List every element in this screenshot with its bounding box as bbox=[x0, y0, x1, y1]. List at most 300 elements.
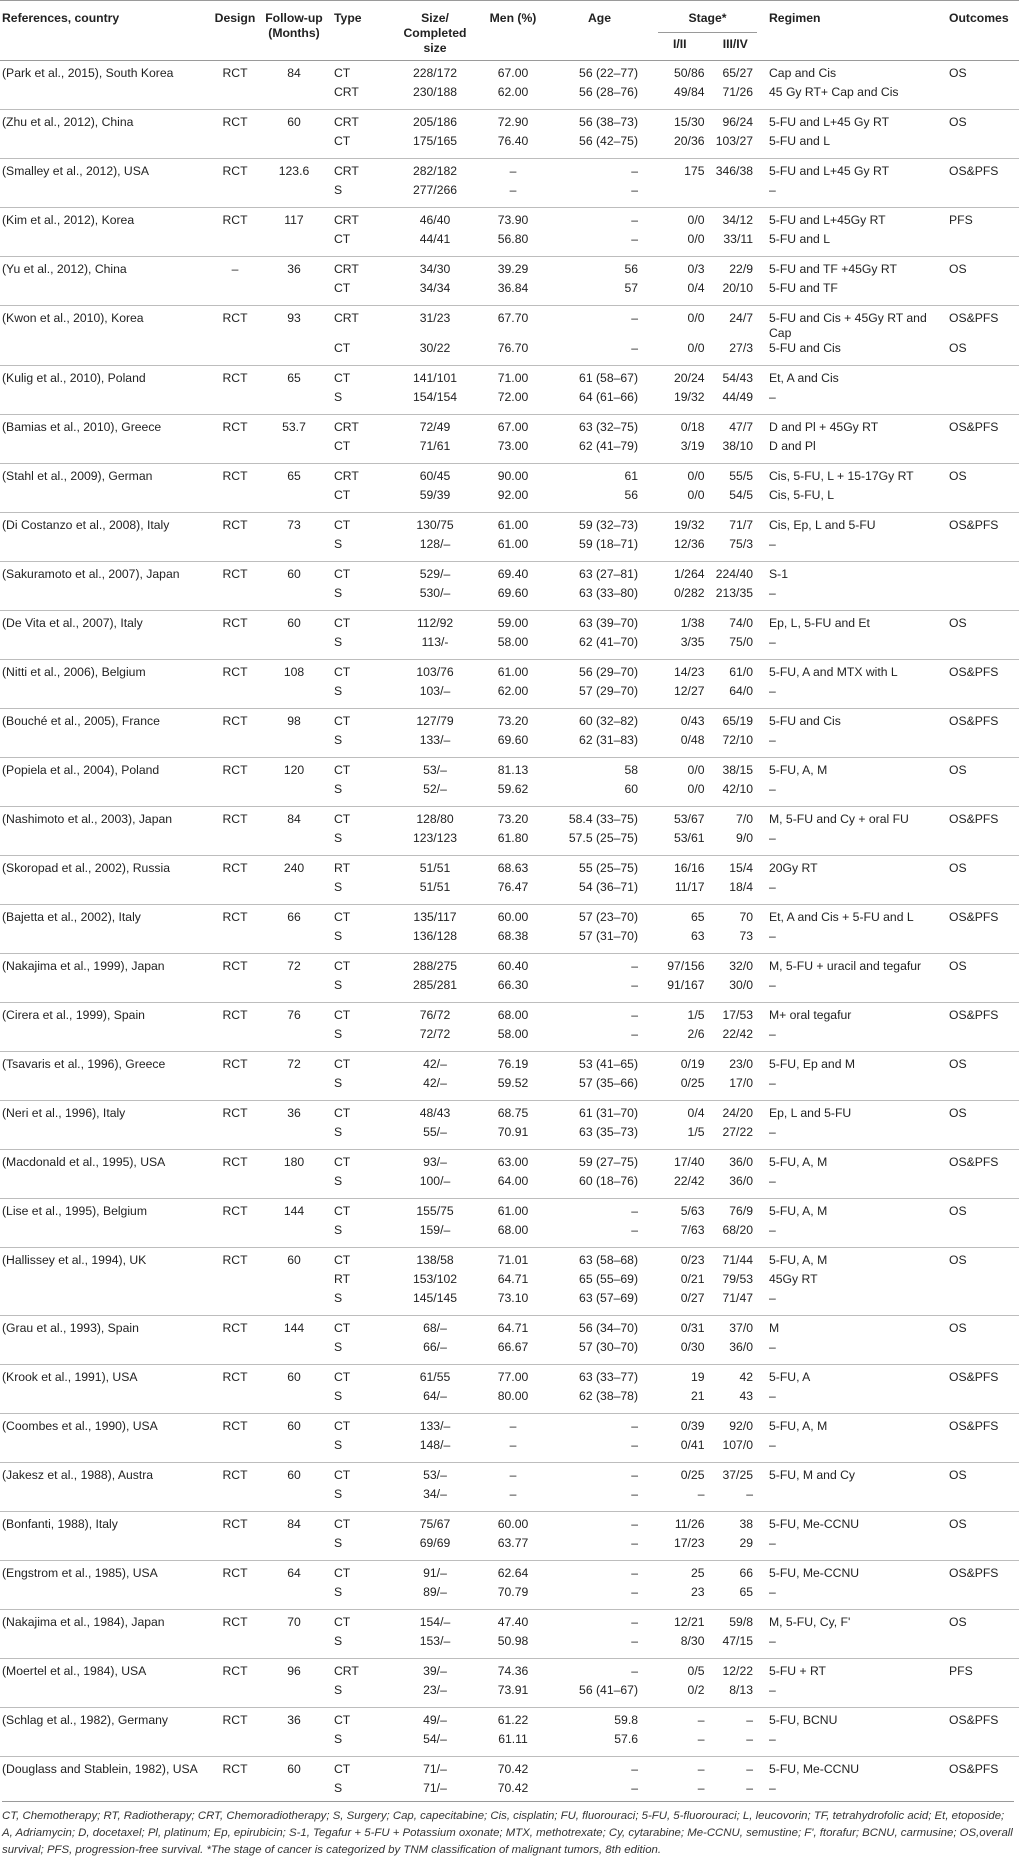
cell-out: OS bbox=[949, 262, 967, 276]
cell-reg: – bbox=[769, 1340, 776, 1354]
cell-age: – bbox=[631, 1762, 638, 1776]
cell-reg: – bbox=[769, 1076, 776, 1090]
cell-followup: 84 bbox=[287, 812, 301, 826]
cell-empty bbox=[210, 1634, 260, 1659]
cell-followup: 93 bbox=[287, 311, 301, 325]
study-group bbox=[0, 660, 1019, 709]
cell-out: OS&PFS bbox=[949, 311, 999, 325]
cell-out bbox=[949, 488, 1019, 513]
cell-type: CT bbox=[334, 134, 351, 148]
header-stage-i-ii: I/II bbox=[672, 37, 687, 51]
cell-type: CT bbox=[334, 1155, 351, 1169]
cell-s1: 2/6 bbox=[687, 1027, 705, 1041]
cell-design: RCT bbox=[222, 567, 248, 581]
table-row bbox=[0, 1561, 1019, 1586]
study-group bbox=[0, 1708, 1019, 1757]
cell-s1: 1/5 bbox=[687, 1125, 705, 1139]
cell-s2: 73 bbox=[739, 929, 753, 943]
cell-empty bbox=[260, 733, 328, 758]
table-row bbox=[0, 929, 1019, 954]
cell-s2: 24/7 bbox=[729, 311, 753, 325]
cell-age: – bbox=[631, 1223, 638, 1237]
table-row bbox=[0, 1757, 1019, 1782]
cell-size: 154/– bbox=[419, 1615, 451, 1629]
cell-type: CT bbox=[334, 1253, 351, 1267]
cell-out bbox=[949, 586, 1019, 611]
cell-reg: Et, A and Cis + 5-FU and L bbox=[769, 910, 914, 924]
cell-s2 bbox=[708, 183, 764, 208]
cell-age: – bbox=[631, 1517, 638, 1531]
cell-s1: 0/4 bbox=[687, 1106, 705, 1120]
cell-design: RCT bbox=[222, 763, 248, 777]
cell-out bbox=[949, 1487, 1019, 1512]
cell-size: 282/182 bbox=[412, 164, 458, 178]
study-group bbox=[0, 954, 1019, 1003]
cell-reg: 5-FU, A, M bbox=[769, 1155, 828, 1169]
cell-s1: 14/23 bbox=[674, 665, 705, 679]
cell-age: – bbox=[631, 164, 638, 178]
cell-age: 57 (35–66) bbox=[579, 1076, 638, 1090]
cell-s2: 9/0 bbox=[736, 831, 753, 845]
cell-size: 154/154 bbox=[412, 390, 458, 404]
table-row bbox=[0, 782, 1019, 807]
cell-type: CT bbox=[334, 1057, 351, 1071]
cell-size: 69/69 bbox=[419, 1536, 451, 1550]
header-reference: References, country bbox=[2, 11, 120, 25]
cell-ref: (Grau et al., 1993), Spain bbox=[2, 1321, 139, 1335]
cell-size: 49/– bbox=[423, 1713, 447, 1727]
cell-age: 56 bbox=[624, 488, 638, 502]
cell-out: OS bbox=[949, 1253, 967, 1267]
cell-men: 76.40 bbox=[497, 134, 529, 148]
table-row bbox=[0, 978, 1019, 1003]
cell-age: 60 (18–76) bbox=[579, 1174, 638, 1188]
table-row bbox=[0, 1340, 1019, 1365]
cell-men: 60.00 bbox=[497, 910, 529, 924]
cell-men: – bbox=[509, 1487, 517, 1501]
cell-size: 128/80 bbox=[416, 812, 454, 826]
table-row bbox=[0, 1585, 1019, 1610]
cell-s1: 63 bbox=[690, 929, 705, 943]
cell-s2: 23/0 bbox=[729, 1057, 753, 1071]
cell-out: OS&PFS bbox=[949, 164, 999, 178]
cell-empty bbox=[0, 1027, 210, 1052]
cell-s2: 68/20 bbox=[722, 1223, 753, 1237]
cell-men: 63.00 bbox=[497, 1155, 529, 1169]
cell-out bbox=[949, 1272, 1019, 1291]
cell-s1: 0/0 bbox=[687, 488, 705, 502]
table-row bbox=[0, 488, 1019, 513]
cell-out bbox=[949, 134, 1019, 159]
cell-age: – bbox=[631, 1615, 638, 1629]
cell-men: 76.47 bbox=[497, 880, 529, 894]
cell-out: OS bbox=[949, 959, 967, 973]
cell-followup: 60 bbox=[287, 1253, 301, 1267]
cell-s2: 71/26 bbox=[722, 85, 753, 99]
cell-type: S bbox=[334, 978, 343, 992]
cell-design: RCT bbox=[222, 164, 248, 178]
cell-reg: – bbox=[769, 1683, 776, 1697]
cell-reg: 45Gy RT bbox=[769, 1272, 818, 1286]
cell-out: OS bbox=[949, 1321, 967, 1335]
table-row bbox=[0, 415, 1019, 440]
table-row bbox=[0, 183, 1019, 208]
cell-out bbox=[949, 831, 1019, 856]
cell-s1: 0/23 bbox=[680, 1253, 705, 1267]
cell-type: RT bbox=[334, 861, 351, 875]
cell-empty bbox=[0, 1634, 210, 1659]
cell-empty bbox=[210, 537, 260, 562]
cell-s1: 0/4 bbox=[687, 281, 705, 295]
cell-type: CRT bbox=[334, 262, 359, 276]
cell-type: S bbox=[334, 1732, 343, 1746]
cell-type: CT bbox=[334, 1106, 351, 1120]
cell-reg: 5-FU and Cis bbox=[769, 714, 841, 728]
cell-ref: (Sakuramoto et al., 2007), Japan bbox=[2, 567, 180, 581]
cell-type: CRT bbox=[334, 1664, 359, 1678]
cell-men: 59.62 bbox=[497, 782, 529, 796]
cell-men: 70.79 bbox=[497, 1585, 529, 1599]
cell-s2: 38/15 bbox=[722, 763, 753, 777]
cell-out bbox=[949, 232, 1019, 257]
cell-empty bbox=[260, 281, 328, 306]
cell-s2: 37/0 bbox=[729, 1321, 753, 1335]
cell-empty bbox=[210, 782, 260, 807]
cell-s2: 24/20 bbox=[722, 1106, 753, 1120]
cell-type: CRT bbox=[334, 213, 359, 227]
cell-type: CT bbox=[334, 1204, 351, 1218]
cell-size: 51/51 bbox=[419, 861, 451, 875]
cell-s2: 34/12 bbox=[722, 213, 753, 227]
cell-design: RCT bbox=[222, 311, 248, 325]
cell-s1: – bbox=[697, 1732, 705, 1746]
cell-s1: 1/5 bbox=[687, 1008, 705, 1022]
cell-men: – bbox=[509, 1468, 517, 1482]
cell-reg: M, 5-FU + uracil and tegafur bbox=[769, 959, 922, 973]
cell-age: – bbox=[631, 1781, 638, 1795]
study-group bbox=[0, 611, 1019, 660]
cell-out: OS&PFS bbox=[949, 420, 999, 434]
cell-empty bbox=[260, 586, 328, 611]
cell-ref: (De Vita et al., 2007), Italy bbox=[2, 616, 143, 630]
cell-type: CT bbox=[334, 714, 351, 728]
cell-men: – bbox=[509, 164, 517, 178]
cell-out bbox=[949, 1291, 1019, 1316]
cell-size: 230/188 bbox=[412, 85, 458, 99]
cell-size: 54/– bbox=[423, 1732, 447, 1746]
table-row bbox=[0, 1223, 1019, 1248]
cell-s2: 103/27 bbox=[715, 134, 753, 148]
cell-empty bbox=[0, 978, 210, 1003]
cell-design: RCT bbox=[222, 1321, 248, 1335]
cell-out bbox=[949, 782, 1019, 807]
cell-s1 bbox=[652, 183, 708, 208]
cell-empty bbox=[260, 1174, 328, 1199]
cell-reg: 20Gy RT bbox=[769, 861, 818, 875]
cell-empty bbox=[0, 831, 210, 856]
study-group bbox=[0, 1101, 1019, 1150]
cell-reg: 5-FU, Me-CCNU bbox=[769, 1566, 860, 1580]
cell-reg: – bbox=[769, 880, 776, 894]
cell-size: 228/172 bbox=[412, 66, 458, 80]
cell-s1: 0/2 bbox=[687, 1683, 705, 1697]
cell-ref: (Park et al., 2015), South Korea bbox=[2, 66, 174, 80]
cell-ref: (Lise et al., 1995), Belgium bbox=[2, 1204, 147, 1218]
cell-s2: – bbox=[746, 1487, 753, 1501]
cell-s1: 0/3 bbox=[687, 262, 705, 276]
cell-type: S bbox=[334, 1683, 343, 1697]
cell-ref: (Nakajima et al., 1999), Japan bbox=[2, 959, 165, 973]
table-row bbox=[0, 1052, 1019, 1077]
table-row bbox=[0, 341, 1019, 366]
cell-empty bbox=[0, 684, 210, 709]
cell-men: 63.77 bbox=[497, 1536, 529, 1550]
cell-men: 61.22 bbox=[497, 1713, 529, 1727]
cell-empty bbox=[0, 1291, 210, 1316]
cell-empty bbox=[0, 488, 210, 513]
cell-age: – bbox=[631, 1204, 638, 1218]
cell-reg: – bbox=[769, 1291, 776, 1305]
cell-s1: – bbox=[697, 1762, 705, 1776]
cell-men: 72.90 bbox=[497, 115, 529, 129]
cell-men: 80.00 bbox=[497, 1389, 529, 1403]
cell-men: 76.70 bbox=[497, 341, 529, 355]
cell-empty bbox=[210, 1732, 260, 1757]
cell-s2: 7/0 bbox=[736, 812, 753, 826]
study-group bbox=[0, 758, 1019, 807]
cell-empty bbox=[0, 341, 210, 366]
cell-s2: 107/0 bbox=[722, 1438, 753, 1452]
cell-size: 23/– bbox=[423, 1683, 447, 1697]
cell-type: CT bbox=[334, 1615, 351, 1629]
cell-age: 59.8 bbox=[614, 1713, 638, 1727]
cell-empty bbox=[210, 1585, 260, 1610]
cell-empty bbox=[0, 390, 210, 415]
cell-type: CT bbox=[334, 439, 351, 453]
cell-men: 77.00 bbox=[497, 1370, 529, 1384]
cell-empty bbox=[0, 733, 210, 758]
cell-empty bbox=[0, 134, 210, 159]
cell-out: OS bbox=[949, 1057, 967, 1071]
cell-size: 153/102 bbox=[412, 1272, 458, 1286]
table-row bbox=[0, 232, 1019, 257]
cell-men: 90.00 bbox=[497, 469, 529, 483]
cell-ref: (Jakesz et al., 1988), Austra bbox=[2, 1468, 154, 1482]
cell-size: 66/– bbox=[423, 1340, 447, 1354]
cell-out bbox=[949, 1174, 1019, 1199]
cell-out: OS bbox=[949, 66, 967, 80]
cell-age: 56 (38–73) bbox=[579, 115, 638, 129]
cell-type: CT bbox=[334, 616, 351, 630]
cell-s2: 27/22 bbox=[722, 1125, 753, 1139]
cell-reg: – bbox=[769, 1027, 776, 1041]
cell-men: 69.60 bbox=[497, 586, 529, 600]
cell-reg: 5-FU, A, M bbox=[769, 763, 828, 777]
cell-reg: 5-FU, A, M bbox=[769, 1419, 828, 1433]
cell-empty bbox=[210, 1174, 260, 1199]
cell-age: 57 (23–70) bbox=[579, 910, 638, 924]
cell-ref: (Zhu et al., 2012), China bbox=[2, 115, 134, 129]
cell-age: – bbox=[631, 1566, 638, 1580]
cell-type: CT bbox=[334, 910, 351, 924]
cell-size: 61/55 bbox=[419, 1370, 451, 1384]
cell-out: OS&PFS bbox=[949, 910, 999, 924]
cell-out bbox=[949, 1076, 1019, 1101]
cell-out bbox=[949, 366, 1019, 391]
cell-size: 288/275 bbox=[412, 959, 458, 973]
cell-ref: (Bajetta et al., 2002), Italy bbox=[2, 910, 141, 924]
cell-s2: 18/4 bbox=[729, 880, 753, 894]
cell-empty bbox=[0, 1536, 210, 1561]
cell-type: CT bbox=[334, 959, 351, 973]
cell-men: 59.52 bbox=[497, 1076, 529, 1090]
table-row bbox=[0, 1634, 1019, 1659]
cell-age: 56 (28–76) bbox=[579, 85, 638, 99]
cell-out bbox=[949, 733, 1019, 758]
cell-type: CT bbox=[334, 1008, 351, 1022]
cell-size: 53/– bbox=[423, 763, 447, 777]
cell-empty bbox=[260, 1291, 328, 1316]
cell-men: 64.00 bbox=[497, 1174, 529, 1188]
cell-out bbox=[949, 1634, 1019, 1659]
cell-size: 42/– bbox=[423, 1076, 447, 1090]
cell-s1: 50/86 bbox=[674, 66, 705, 80]
cell-men: 70.42 bbox=[497, 1781, 529, 1795]
study-group bbox=[0, 1610, 1019, 1659]
cell-empty bbox=[260, 85, 328, 110]
cell-ref: (Bonfanti, 1988), Italy bbox=[2, 1517, 118, 1531]
cell-empty bbox=[210, 1340, 260, 1365]
cell-s2: 36/0 bbox=[729, 1155, 753, 1169]
cell-reg: 5-FU + RT bbox=[769, 1664, 826, 1678]
cell-empty bbox=[260, 978, 328, 1003]
cell-men: 61.00 bbox=[497, 665, 529, 679]
cell-men: 74.36 bbox=[497, 1664, 529, 1678]
cell-men: 69.40 bbox=[497, 567, 529, 581]
cell-size: 46/40 bbox=[419, 213, 451, 227]
cell-size: 34/– bbox=[423, 1487, 447, 1501]
cell-type: CRT bbox=[334, 469, 359, 483]
cell-reg: 5-FU and Cis bbox=[769, 341, 841, 355]
cell-men: 64.71 bbox=[497, 1321, 529, 1335]
cell-empty bbox=[0, 586, 210, 611]
header-stage bbox=[652, 0, 763, 35]
cell-s1: 19/32 bbox=[674, 518, 705, 532]
cell-s1: 53/61 bbox=[674, 831, 705, 845]
cell-followup: 73 bbox=[287, 518, 301, 532]
table-row bbox=[0, 257, 1019, 282]
cell-men: 68.75 bbox=[497, 1106, 529, 1120]
cell-empty bbox=[210, 978, 260, 1003]
table-row bbox=[0, 733, 1019, 758]
table-row bbox=[0, 464, 1019, 489]
cell-s2: 44/49 bbox=[722, 390, 753, 404]
cell-men: 73.10 bbox=[497, 1291, 529, 1305]
cell-reg: Cis, Ep, L and 5-FU bbox=[769, 518, 876, 532]
table-row bbox=[0, 85, 1019, 110]
header-followup: Follow-up (Months) bbox=[265, 11, 323, 40]
cell-men: – bbox=[509, 183, 517, 197]
stage-divider bbox=[658, 32, 757, 33]
cell-men: 92.00 bbox=[497, 488, 529, 502]
cell-design: RCT bbox=[222, 1057, 248, 1071]
cell-empty bbox=[260, 1272, 328, 1291]
cell-empty bbox=[0, 1272, 210, 1291]
cell-age: 61 (58–67) bbox=[579, 371, 638, 385]
cell-out bbox=[949, 1125, 1019, 1150]
cell-s1: 97/156 bbox=[667, 959, 705, 973]
cell-reg: S-1 bbox=[769, 567, 788, 581]
cell-s1: 0/31 bbox=[680, 1321, 705, 1335]
cell-empty bbox=[210, 390, 260, 415]
cell-reg: M bbox=[769, 1321, 780, 1335]
cell-reg: 5-FU, A bbox=[769, 1370, 811, 1384]
cell-size: 64/– bbox=[423, 1389, 447, 1403]
cell-men: 61.80 bbox=[497, 831, 529, 845]
cell-reg: – bbox=[769, 183, 776, 197]
cell-empty bbox=[0, 1389, 210, 1414]
cell-reg: – bbox=[769, 1223, 776, 1237]
cell-s2: 70 bbox=[739, 910, 753, 924]
cell-empty bbox=[260, 1585, 328, 1610]
cell-men: 58.00 bbox=[497, 1027, 529, 1041]
cell-men: 60.00 bbox=[497, 1517, 529, 1531]
study-group bbox=[0, 208, 1019, 257]
cell-s1: 8/30 bbox=[680, 1634, 705, 1648]
cell-ref: (Neri et al., 1996), Italy bbox=[2, 1106, 126, 1120]
cell-age: – bbox=[631, 213, 638, 227]
cell-out bbox=[949, 390, 1019, 415]
cell-design: RCT bbox=[222, 469, 248, 483]
cell-empty bbox=[210, 1487, 260, 1512]
cell-type: CT bbox=[334, 1321, 351, 1335]
cell-ref: (Smalley et al., 2012), USA bbox=[2, 164, 149, 178]
cell-design: RCT bbox=[222, 66, 248, 80]
cell-empty bbox=[260, 1634, 328, 1659]
cell-type: S bbox=[334, 684, 343, 698]
cell-followup: 70 bbox=[287, 1615, 301, 1629]
cell-ref: (Nakajima et al., 1984), Japan bbox=[2, 1615, 165, 1629]
cell-design: RCT bbox=[222, 861, 248, 875]
cell-s2: 54/43 bbox=[722, 371, 753, 385]
table-row bbox=[0, 1003, 1019, 1028]
study-group bbox=[0, 110, 1019, 159]
cell-men: 61.00 bbox=[497, 537, 529, 551]
cell-followup: 64 bbox=[287, 1566, 301, 1580]
cell-size: 133/– bbox=[419, 1419, 451, 1433]
cell-size: 72/49 bbox=[419, 420, 451, 434]
cell-design: RCT bbox=[222, 1370, 248, 1384]
cell-men: 73.91 bbox=[497, 1683, 529, 1697]
cell-s2: 17/0 bbox=[729, 1076, 753, 1090]
cell-s2: 37/25 bbox=[722, 1468, 753, 1482]
cell-out: OS bbox=[949, 1615, 967, 1629]
cell-s2: 12/22 bbox=[722, 1664, 753, 1678]
cell-size: 100/– bbox=[419, 1174, 451, 1188]
cell-reg: 5-FU, Me-CCNU bbox=[769, 1762, 860, 1776]
cell-followup: 108 bbox=[283, 665, 305, 679]
cell-s2: 61/0 bbox=[729, 665, 753, 679]
cell-men: 60.40 bbox=[497, 959, 529, 973]
header-type: Type bbox=[334, 11, 362, 25]
cell-s1: 0/0 bbox=[687, 782, 705, 796]
cell-empty bbox=[0, 1076, 210, 1101]
cell-ref: (Stahl et al., 2009), German bbox=[2, 469, 153, 483]
cell-age: 59 (32–73) bbox=[579, 518, 638, 532]
cell-age: 63 (27–81) bbox=[579, 567, 638, 581]
cell-s2: 79/53 bbox=[722, 1272, 753, 1286]
cell-empty bbox=[260, 684, 328, 709]
